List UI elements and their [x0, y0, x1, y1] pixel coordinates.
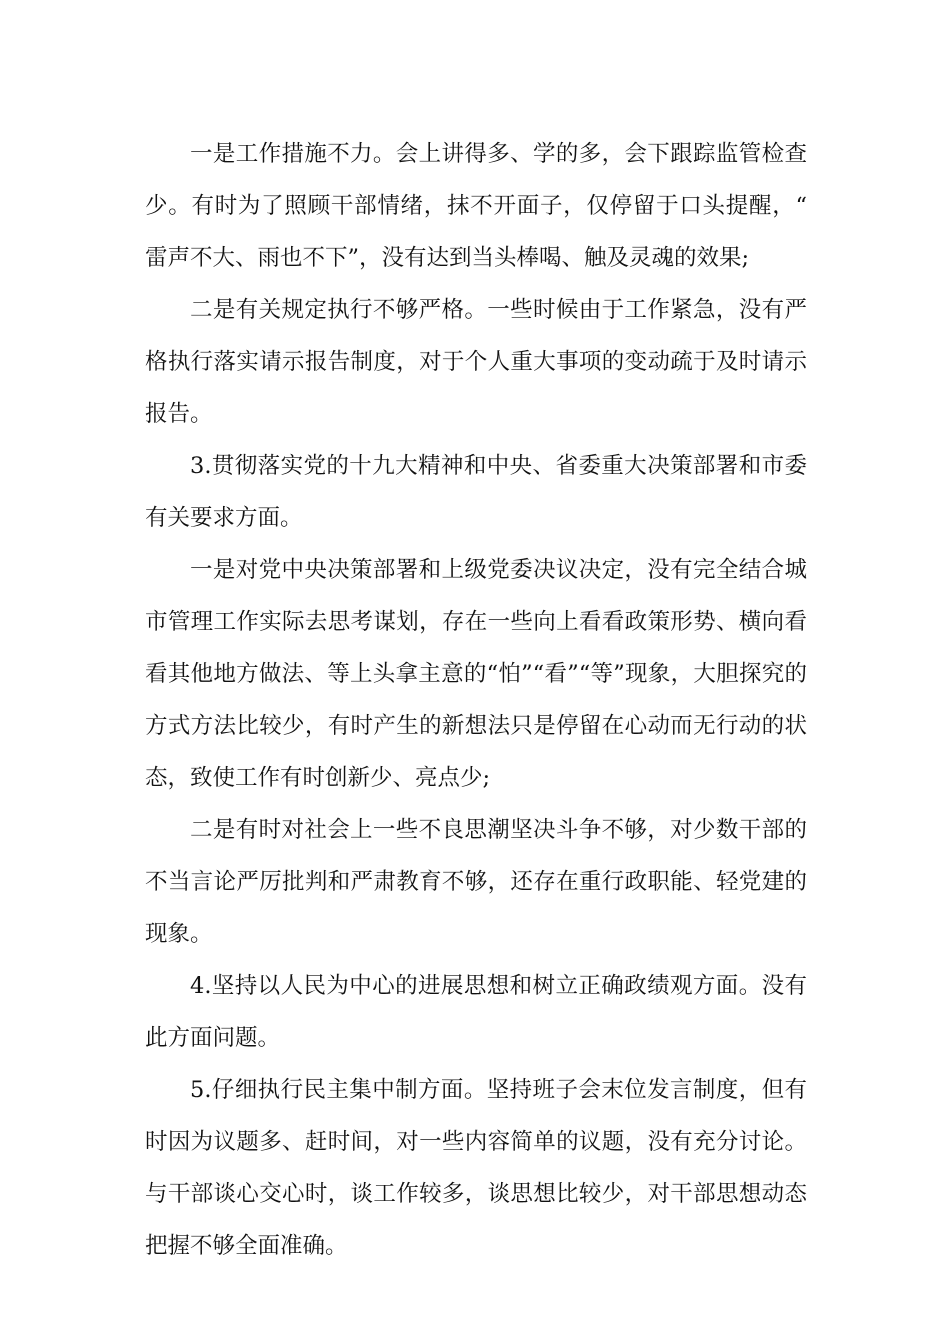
paragraph-central-decisions: 一是对党中央决策部署和上级党委决议决定，没有完全结合城市管理工作实际去思考谋划，存在一些向上看看政策形势、横向看看其他地方做法、等上头拿主意的“怕”“看”“等”现象，大胆探究的方式方法比较少，有时产生的新想法只是停留在心动而无行动的状态，致使工作有时创新少、亮点少;: [145, 557, 807, 791]
paragraph-regulations: 二是有关规定执行不够严格。一些时候由于工作紧急，没有严格执行落实请示报告制度，对于个人重大事项的变动疏于及时请示报告。: [145, 297, 807, 427]
document-body: [145, 128, 807, 1272]
paragraph-section-3-heading: 3.贯彻落实党的十九大精神和中央、省委重大决策部署和市委有关要求方面。: [145, 453, 807, 531]
paragraph-ideological-struggle: 二是有时对社会上一些不良思潮坚决斗争不够，对少数干部的不当言论严厉批判和严肃教育不够，还存在重行政职能、轻党建的现象。: [145, 817, 807, 947]
paragraph-section-4: 4.坚持以人民为中心的进展思想和树立正确政绩观方面。没有此方面问题。: [145, 973, 807, 1051]
paragraph-work-measures: 一是工作措施不力。会上讲得多、学的多，会下跟踪监管检查少。有时为了照顾干部情绪，抹不开面子，仅停留于口头提醒，“雷声不大、雨也不下”，没有达到当头棒喝、触及灵魂的效果;: [145, 141, 807, 271]
paragraph-section-5: 5.仔细执行民主集中制方面。坚持班子会末位发言制度，但有时因为议题多、赶时间，对一些内容简单的议题，没有充分讨论。与干部谈心交心时，谈工作较多，谈思想比较少，对干部思想动态把握不够全面准确。: [145, 1077, 807, 1259]
